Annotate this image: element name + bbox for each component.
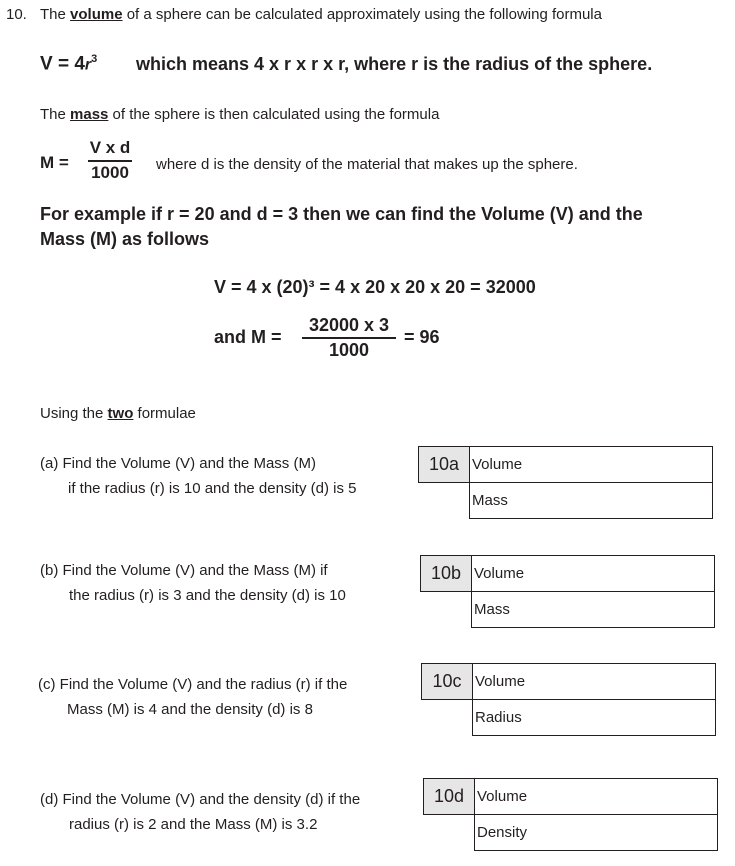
- part-d-line-1: (d) Find the Volume (V) and the density (d) if the: [40, 791, 361, 808]
- example-mass-fraction-bar: [302, 337, 396, 339]
- instruction: [40, 405, 196, 422]
- answer-field-10c-radius[interactable]: Radius: [472, 699, 716, 736]
- example-mass-denominator: 1000: [328, 340, 370, 360]
- question-number: 10.: [6, 6, 27, 23]
- mass-formula-lhs: M =: [40, 153, 69, 172]
- answer-label-10d: 10d: [423, 778, 475, 815]
- instruction-pre: Using the: [40, 405, 108, 422]
- mass-formula-numerator: V x d: [89, 138, 131, 157]
- intro-post: of a sphere can be calculated approximately using the following formula: [122, 6, 602, 23]
- mass-intro: [40, 106, 439, 123]
- part-c-line-1: (c) Find the Volume (V) and the radius (r) if the: [38, 676, 348, 693]
- answer-field-10d-density[interactable]: Density: [474, 814, 718, 851]
- example-mass-lhs: and M =: [214, 327, 282, 347]
- intro-pre: The: [40, 6, 71, 23]
- part-d-line-2: radius (r) is 2 and the Mass (M) is 3.2: [69, 816, 318, 833]
- volume-formula-explanation: which means 4 x r x r x r, where r is the radius of the sphere.: [136, 54, 653, 74]
- part-a-line-2: if the radius (r) is 10 and the density (d) is 5: [68, 480, 357, 497]
- mass-intro-key: mass: [70, 106, 109, 123]
- answer-label-10a: 10a: [418, 446, 470, 483]
- example-volume-calculation: V = 4 x (20)³ = 4 x 20 x 20 x 20 = 32000: [214, 277, 536, 297]
- instruction-key-two: two: [107, 405, 134, 422]
- mass-formula-fraction-bar: [88, 160, 132, 162]
- answer-label-10c: 10c: [421, 663, 473, 700]
- answer-field-10c-volume[interactable]: Volume: [472, 663, 716, 700]
- answer-field-10d-volume[interactable]: Volume: [474, 778, 718, 815]
- intro-key-volume: volume: [70, 6, 123, 23]
- part-c-line-2: Mass (M) is 4 and the density (d) is 8: [67, 701, 313, 718]
- volume-formula-lhs: V = 4: [40, 53, 85, 75]
- answer-field-10b-mass[interactable]: Mass: [471, 591, 715, 628]
- answer-field-10b-volume[interactable]: Volume: [471, 555, 715, 592]
- answer-field-10a-volume[interactable]: Volume: [469, 446, 713, 483]
- example-line-2: Mass (M) as follows: [40, 229, 210, 249]
- example-mass-numerator: 32000 x 3: [308, 315, 390, 335]
- answer-field-10a-mass[interactable]: Mass: [469, 482, 713, 519]
- example-mass-result: = 96: [404, 327, 440, 347]
- mass-intro-pre: The: [40, 106, 71, 123]
- part-a-line-1: (a) Find the Volume (V) and the Mass (M): [40, 455, 316, 472]
- part-b-line-2: the radius (r) is 3 and the density (d) is 10: [69, 587, 346, 604]
- question-intro: [40, 6, 602, 23]
- example-line-1: For example if r = 20 and d = 3 then we can find the Volume (V) and the: [40, 204, 643, 224]
- volume-formula: [40, 53, 97, 75]
- mass-intro-post: of the sphere is then calculated using the formula: [108, 106, 440, 123]
- mass-formula-denominator: 1000: [91, 163, 129, 182]
- answer-label-10b: 10b: [420, 555, 472, 592]
- volume-formula-exp: 3: [91, 53, 98, 65]
- part-b-line-1: (b) Find the Volume (V) and the Mass (M) if: [40, 562, 328, 579]
- mass-formula-explanation: where d is the density of the material that makes up the sphere.: [156, 156, 578, 173]
- instruction-post: formulae: [133, 405, 196, 422]
- volume-formula-r: r: [84, 56, 92, 74]
